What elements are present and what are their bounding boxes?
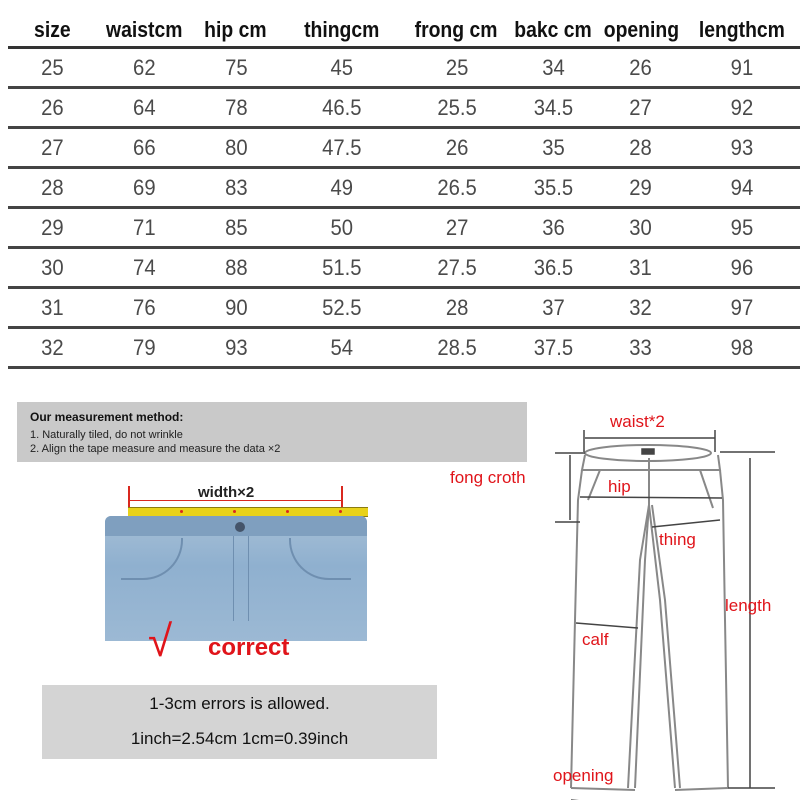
label-calf: calf (582, 630, 609, 649)
cell-thigh: 51.5 (322, 254, 362, 280)
cell-hip: 90 (224, 294, 248, 320)
table-row (8, 289, 800, 329)
button-icon (235, 522, 245, 532)
table-row (8, 89, 800, 129)
table-row (8, 49, 800, 89)
cell-thigh: 49 (330, 174, 354, 200)
label-front-crotch: fong croth (450, 468, 526, 487)
header-size: size (34, 17, 71, 42)
header-front-rise: frong cm (414, 17, 498, 42)
cell-back-rise: 36 (542, 214, 565, 240)
cell-front-rise: 27.5 (437, 254, 477, 280)
cell-length: 98 (730, 334, 754, 360)
cell-waist: 74 (132, 254, 156, 280)
label-length: length (725, 596, 772, 615)
header-length: lengthcm (699, 17, 786, 42)
measurement-step-2: 2. Align the tape measure and measure the data ×2 (30, 443, 281, 455)
cell-length: 93 (730, 134, 754, 160)
cell-opening: 32 (629, 294, 652, 320)
pants-measurement-diagram (430, 400, 800, 800)
header-thigh: thingcm (304, 17, 380, 42)
cell-waist: 66 (132, 134, 156, 160)
cell-hip: 88 (224, 254, 248, 280)
cell-size: 29 (41, 214, 64, 240)
correct-label: correct (208, 634, 290, 661)
cell-thigh: 50 (330, 214, 354, 240)
cell-size: 32 (41, 334, 64, 360)
table-row (8, 129, 800, 169)
measurement-step-1: 1. Naturally tiled, do not wrinkle (30, 429, 183, 441)
cell-hip: 78 (224, 94, 248, 120)
tolerance-note-panel (42, 685, 437, 759)
cell-length: 92 (730, 94, 754, 120)
cell-front-rise: 25 (445, 54, 469, 80)
cell-size: 28 (41, 174, 64, 200)
cell-back-rise: 34 (542, 54, 565, 80)
cell-thigh: 47.5 (322, 134, 362, 160)
table-row (8, 209, 800, 249)
cell-back-rise: 37.5 (534, 334, 574, 360)
cell-front-rise: 28.5 (437, 334, 477, 360)
cell-size: 30 (41, 254, 64, 280)
cell-front-rise: 25.5 (437, 94, 477, 120)
measurement-method-title: Our measurement method: (30, 410, 184, 424)
checkmark-icon: √ (148, 617, 173, 666)
cell-opening: 33 (629, 334, 652, 360)
header-opening: opening (603, 17, 679, 42)
cell-size: 25 (41, 54, 64, 80)
cell-back-rise: 35 (542, 134, 565, 160)
cell-front-rise: 27 (445, 214, 469, 240)
tolerance-note: 1-3cm errors is allowed. (149, 694, 330, 713)
cell-thigh: 54 (330, 334, 354, 360)
cell-length: 96 (730, 254, 754, 280)
cell-waist: 69 (132, 174, 156, 200)
cell-size: 27 (41, 134, 64, 160)
label-hip: hip (608, 477, 631, 496)
cell-opening: 28 (629, 134, 652, 160)
jeans-photo (100, 470, 400, 670)
cell-front-rise: 26 (445, 134, 469, 160)
cell-waist: 64 (132, 94, 156, 120)
cell-hip: 80 (224, 134, 248, 160)
table-header-row (8, 14, 800, 46)
cell-thigh: 46.5 (322, 94, 362, 120)
label-thigh: thing (659, 530, 696, 549)
width-label: width×2 (198, 484, 255, 501)
cell-waist: 62 (132, 54, 156, 80)
cell-size: 26 (41, 94, 64, 120)
cell-length: 95 (730, 214, 754, 240)
cell-front-rise: 26.5 (437, 174, 477, 200)
cell-length: 91 (730, 54, 754, 80)
cell-back-rise: 35.5 (534, 174, 574, 200)
cell-hip: 75 (224, 54, 248, 80)
cell-waist: 79 (132, 334, 156, 360)
cell-front-rise: 28 (445, 294, 469, 320)
cell-opening: 30 (629, 214, 652, 240)
cell-opening: 26 (629, 54, 652, 80)
cell-back-rise: 37 (542, 294, 565, 320)
label-waist: waist*2 (610, 412, 665, 431)
header-hip: hip cm (204, 17, 267, 42)
table-row (8, 329, 800, 369)
cell-thigh: 52.5 (322, 294, 362, 320)
cell-waist: 76 (132, 294, 156, 320)
unit-conversion-note: 1inch=2.54cm 1cm=0.39inch (130, 729, 349, 748)
table-row (8, 249, 800, 289)
cell-size: 31 (41, 294, 64, 320)
cell-opening: 29 (629, 174, 652, 200)
cell-hip: 85 (224, 214, 248, 240)
cell-hip: 83 (224, 174, 248, 200)
label-opening: opening (553, 766, 614, 785)
cell-back-rise: 34.5 (534, 94, 574, 120)
cell-waist: 71 (132, 214, 156, 240)
header-waist: waistcm (105, 17, 183, 42)
table-row (8, 169, 800, 209)
cell-length: 94 (730, 174, 754, 200)
cell-thigh: 45 (330, 54, 354, 80)
jeans-image (105, 516, 367, 641)
cell-length: 97 (730, 294, 754, 320)
header-back-rise: bakc cm (514, 17, 593, 42)
cell-back-rise: 36.5 (534, 254, 574, 280)
cell-hip: 93 (224, 334, 248, 360)
size-chart-table (8, 14, 800, 369)
cell-opening: 27 (629, 94, 652, 120)
cell-opening: 31 (629, 254, 652, 280)
